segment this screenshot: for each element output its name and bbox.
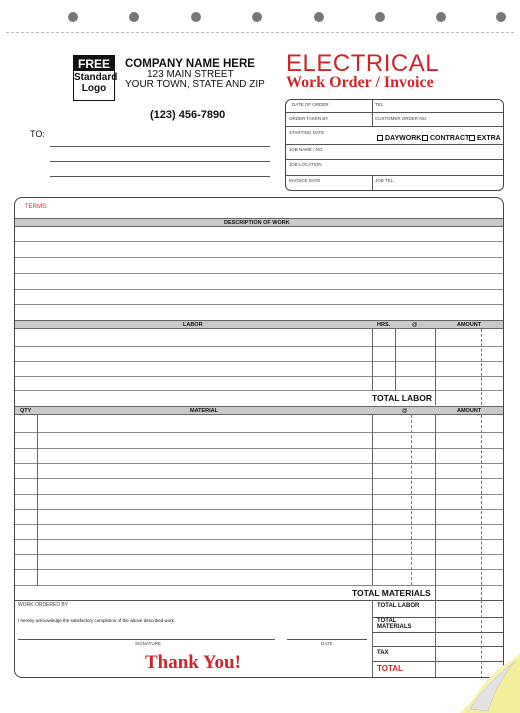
daywork-checkbox[interactable] (377, 135, 421, 142)
total-labor-label: TOTAL LABOR (372, 393, 432, 403)
form-subtitle: Work Order / Invoice (286, 74, 434, 91)
date-of-order-label: DATE OF ORDER (292, 102, 329, 107)
checkbox-icon (422, 135, 428, 141)
to-line-2[interactable] (50, 161, 270, 162)
description-line[interactable] (15, 273, 503, 274)
company-phone: (123) 456-7890 (150, 109, 226, 121)
total-materials-label: TOTAL MATERIALS (352, 588, 431, 598)
signature-label: SIGNATURE (135, 641, 161, 646)
material-line[interactable] (15, 569, 503, 570)
order-info-box (285, 99, 504, 191)
material-amount-header-label: AMOUNT (457, 408, 482, 414)
summary-line (372, 646, 504, 647)
material-line[interactable] (15, 539, 503, 540)
thank-you-text: Thank You! (145, 652, 241, 673)
work-ordered-by-label: WORK ORDERED BY (18, 602, 69, 608)
binder-holes (0, 12, 520, 26)
material-cents-divider (481, 415, 482, 600)
material-line[interactable] (15, 494, 503, 495)
labor-header-label: LABOR (183, 322, 203, 328)
info-divider (372, 176, 373, 191)
info-divider (372, 100, 373, 127)
qty-divider (37, 415, 38, 585)
to-line-1[interactable] (50, 146, 270, 147)
summary-total-materials (377, 618, 421, 630)
summary-divider (372, 600, 373, 678)
company-city: YOUR TOWN, STATE AND ZIP (125, 79, 265, 90)
material-line[interactable] (15, 524, 503, 525)
material-line[interactable] (15, 509, 503, 510)
labor-cents-divider (481, 329, 482, 405)
hole-icon (252, 12, 262, 22)
labor-line[interactable] (15, 361, 503, 362)
order-taken-by-label: ORDER TAKEN BY (289, 116, 329, 121)
hole-icon (496, 12, 506, 22)
material-line[interactable] (15, 432, 503, 433)
terms-label: TERMS: (25, 204, 48, 210)
labor-line[interactable] (15, 390, 503, 391)
material-line[interactable] (15, 448, 503, 449)
labor-header (15, 320, 503, 329)
description-line[interactable] (15, 257, 503, 258)
logo-free-text: FREE (74, 56, 114, 71)
summary-total-materials-label: TOTAL MATERIALS (377, 618, 412, 630)
company-street: 123 MAIN STREET (147, 69, 234, 80)
grand-total-label: TOTAL (377, 664, 403, 673)
logo-logo-text: Logo (81, 83, 107, 94)
main-form-box (14, 197, 504, 678)
job-location-label: JOB LOCATION (289, 162, 322, 167)
to-label: TO: (30, 129, 45, 139)
hole-icon (191, 12, 201, 22)
signature-line[interactable] (18, 639, 275, 640)
contract-checkbox[interactable] (422, 135, 469, 142)
checkbox-icon (469, 135, 475, 141)
labor-divider (435, 329, 436, 405)
at-header-label: @ (412, 322, 418, 328)
to-line-3[interactable] (50, 176, 270, 177)
description-line[interactable] (15, 304, 503, 305)
hole-icon (68, 12, 78, 22)
labor-divider (395, 329, 396, 391)
material-line[interactable] (15, 554, 503, 555)
invoice-date-label: INVOICE DATE (289, 178, 321, 183)
tel-label: TEL. (375, 102, 385, 107)
material-line[interactable] (15, 585, 503, 586)
description-line[interactable] (15, 289, 503, 290)
hole-icon (375, 12, 385, 22)
material-at-header-label: @ (402, 408, 408, 414)
logo (73, 55, 118, 101)
material-header-label: MATERIAL (190, 408, 219, 414)
material-header (15, 406, 503, 415)
perforation-line (6, 32, 514, 33)
hole-icon (129, 12, 139, 22)
acknowledgement-text: I hereby acknowledge the satisfactory completion of the above described work. (18, 618, 176, 623)
material-end-line (15, 600, 503, 601)
date-label: DATE (321, 641, 333, 646)
starting-date-label: STARTING DATE (289, 130, 325, 135)
summary-amount-divider (435, 600, 436, 678)
page-curl-icon (460, 653, 520, 713)
checkbox-icon (377, 135, 383, 141)
job-name-label: JOB NAME / NO. (289, 147, 324, 152)
qty-header-label: QTY (20, 408, 32, 414)
hole-icon (436, 12, 446, 22)
job-tel-label: JOB TEL. (375, 178, 395, 183)
material-line[interactable] (15, 463, 503, 464)
hole-icon (314, 12, 324, 22)
hrs-header-label: HRS. (377, 322, 391, 328)
summary-line (372, 632, 504, 633)
extra-label: EXTRA (477, 135, 501, 142)
description-header (15, 218, 503, 227)
company-name: COMPANY NAME HERE (125, 58, 255, 70)
extra-checkbox[interactable] (469, 135, 501, 142)
daywork-label: DAYWORK (385, 135, 422, 142)
material-price-divider (411, 415, 412, 585)
amount-header-label: AMOUNT (457, 322, 482, 328)
form-title: ELECTRICAL (286, 50, 440, 77)
logo-standard-text: Standard (74, 72, 118, 83)
tax-label: TAX (377, 650, 389, 656)
labor-divider (372, 329, 373, 391)
labor-line[interactable] (15, 376, 503, 377)
company-block (125, 59, 265, 90)
contract-label: CONTRACT (430, 135, 470, 142)
customer-order-no-label: CUSTOMER ORDER NO. (375, 116, 428, 121)
summary-total-labor-label: TOTAL LABOR (377, 603, 420, 609)
material-divider (372, 415, 373, 585)
summary-total-labor (377, 603, 419, 609)
description-header-label: DESCRIPTION OF WORK (224, 220, 290, 226)
labor-line[interactable] (15, 346, 503, 347)
description-line[interactable] (15, 241, 503, 242)
material-amount-divider (435, 415, 436, 600)
date-line[interactable] (287, 639, 367, 640)
material-line[interactable] (15, 478, 503, 479)
